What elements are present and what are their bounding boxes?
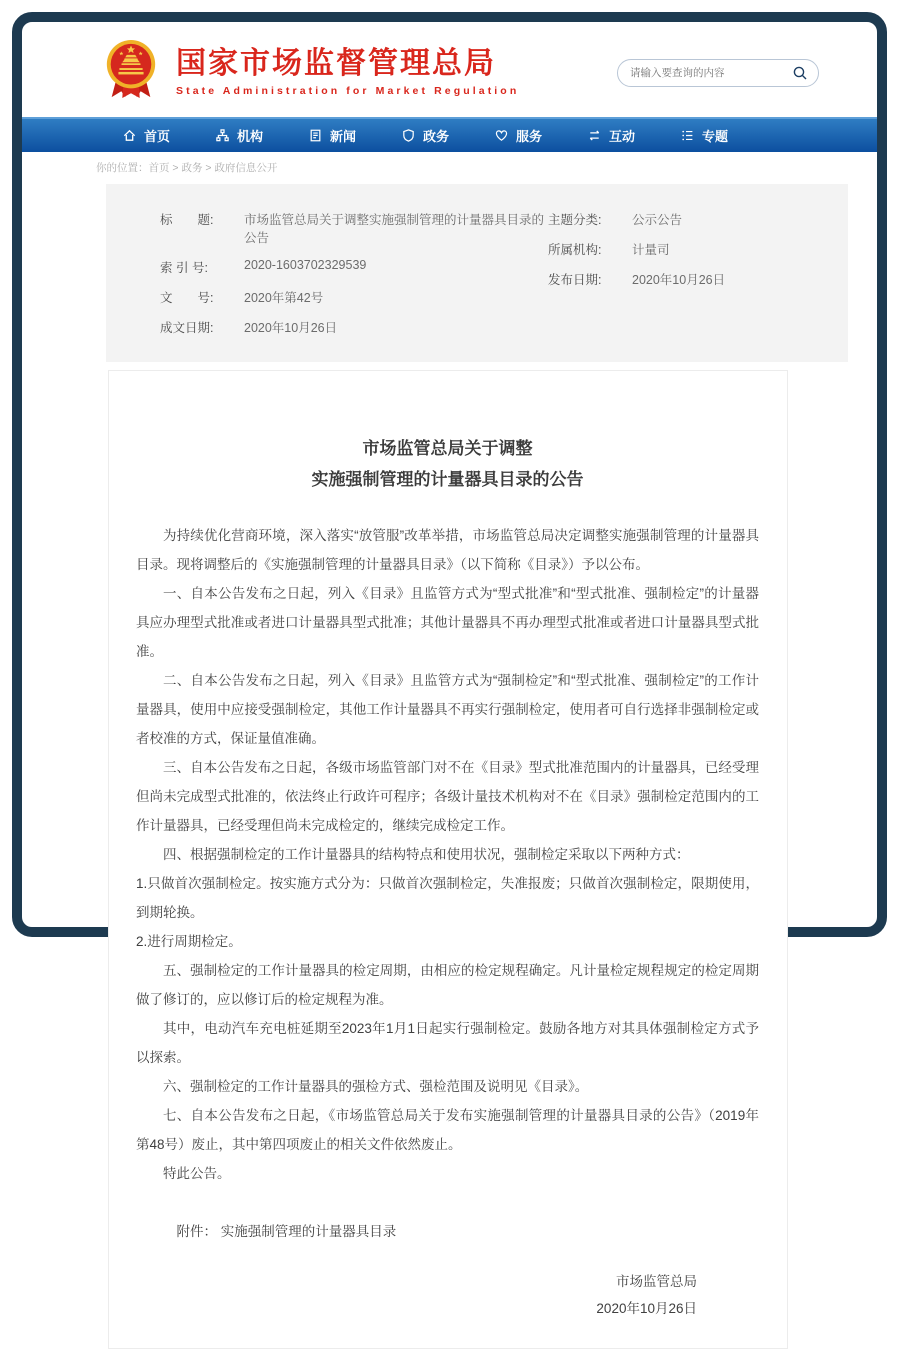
nav-item-label: 新闻	[330, 129, 357, 144]
signature-org: 市场监管总局	[616, 1274, 697, 1289]
document-panel	[108, 370, 788, 1349]
nav-item[interactable]	[122, 126, 215, 145]
document-paragraph: 2.进行周期检定。	[136, 934, 242, 949]
nav-item[interactable]	[308, 126, 401, 145]
meta-value: 2020年10月26日	[632, 273, 726, 287]
document-paragraph: 为持续优化营商环境，深入落实“放管服”改革举措，市场监管总局决定调整实施强制管理的计量器具目录。现将调整后的《实施强制管理的计量器具目录》（以下简称《目录》）予以公布。	[136, 528, 759, 572]
search-box[interactable]	[617, 59, 819, 87]
meta-row	[548, 240, 848, 258]
meta-value: 2020年第42号	[244, 291, 324, 305]
meta-label: 标 题:	[160, 213, 214, 227]
nav-item-label: 机构	[237, 129, 264, 144]
document-paragraph: 1.只做首次强制检定。按实施方式分为：只做首次强制检定，失准报废；只做首次强制检定，限期使用，到期轮换。	[136, 876, 759, 920]
breadcrumb-link[interactable]: 首页	[148, 162, 170, 174]
attachment-row	[177, 1217, 760, 1246]
page-frame	[12, 12, 887, 1316]
site-title: 国家市场监督管理总局	[176, 47, 496, 80]
meta-value: 2020年10月26日	[244, 321, 338, 335]
gov-icon	[401, 128, 416, 143]
nav-item-label: 政务	[423, 129, 450, 144]
meta-label: 索 引 号:	[160, 261, 208, 275]
meta-row	[548, 210, 848, 228]
main-nav	[22, 117, 877, 152]
document-paragraph: 五、强制检定的工作计量器具的检定周期，由相应的检定规程确定。凡计量检定规程规定的检定周期做了修订的，应以修订后的检定规程为准。	[136, 963, 759, 1007]
meta-value: 市场监管总局关于调整实施强制管理的计量器具目录的公告	[244, 213, 545, 245]
document-paragraph: 特此公告。	[163, 1166, 231, 1181]
search-input[interactable]	[628, 66, 792, 80]
document-body	[136, 521, 759, 1188]
meta-value: 公示公告	[632, 213, 683, 227]
meta-label: 发布日期:	[548, 273, 602, 287]
site-title-block	[176, 48, 519, 97]
document-title	[136, 433, 759, 495]
nav-item[interactable]	[587, 126, 680, 145]
attachment-label: 附件：	[176, 1224, 217, 1239]
meta-row	[160, 318, 548, 336]
meta-value: 计量司	[632, 243, 670, 257]
service-icon	[494, 128, 509, 143]
nav-item-label: 互动	[609, 129, 636, 144]
nav-item-label: 服务	[516, 129, 543, 144]
document-paragraph: 四、根据强制检定的工作计量器具的结构特点和使用状况，强制检定采取以下两种方式：	[163, 847, 690, 862]
news-icon	[308, 128, 323, 143]
meta-label: 文 号:	[160, 291, 214, 305]
meta-panel	[106, 184, 848, 362]
meta-label: 成文日期:	[160, 321, 214, 335]
nav-item-label: 专题	[702, 129, 729, 144]
nav-item[interactable]	[401, 126, 494, 145]
nav-item[interactable]	[494, 126, 587, 145]
nav-item-label: 首页	[144, 129, 171, 144]
document-title-line2: 实施强制管理的计量器具目录的公告	[311, 470, 584, 489]
meta-row	[160, 258, 548, 276]
document-paragraph: 二、自本公告发布之日起，列入《目录》且监管方式为“强制检定”和“型式批准、强制检定”的工作计量器具，使用中应接受强制检定，其他工作计量器具不再实行强制检定，使用者可自行选择非强制检定或者校准的方式，保证量值准确。	[136, 673, 759, 746]
meta-label: 主题分类:	[548, 213, 602, 227]
document-paragraph: 三、自本公告发布之日起，各级市场监管部门对不在《目录》型式批准范围内的计量器具，已经受理但尚未完成型式批准的，依法终止行政许可程序；各级计量技术机构对不在《目录》强制检定范围内的工作计量器具，已经受理但尚未完成检定的，继续完成检定工作。	[136, 760, 759, 833]
national-emblem-icon	[102, 38, 160, 107]
meta-row	[548, 270, 848, 288]
document-paragraph: 其中，电动汽车充电桩延期至2023年1月1日起实行强制检定。鼓励各地方对其具体强制检定方式予以探索。	[136, 1021, 759, 1065]
breadcrumb-link[interactable]: 政务	[181, 162, 203, 174]
nav-item[interactable]	[680, 126, 773, 145]
document-paragraph: 七、自本公告发布之日起，《市场监管总局关于发布实施强制管理的计量器具目录的公告》（2019年第48号）废止，其中第四项废止的相关文件依然废止。	[136, 1108, 759, 1152]
org-icon	[215, 128, 230, 143]
document-title-line1: 市场监管总局关于调整	[362, 439, 533, 458]
meta-column-left	[160, 210, 548, 348]
document-paragraph: 一、自本公告发布之日起，列入《目录》且监管方式为“型式批准”和“型式批准、强制检定”的计量器具应办理型式批准或者进口计量器具型式批准；其他计量器具不再办理型式批准或者进口计量器具型式批准。	[136, 586, 759, 659]
meta-label: 所属机构:	[548, 243, 602, 257]
breadcrumb-prefix: 你的位置：	[96, 162, 149, 174]
meta-value: 2020-1603702329539	[244, 258, 367, 272]
attachment-link[interactable]: 实施强制管理的计量器具目录	[220, 1224, 397, 1239]
nav-item[interactable]	[215, 126, 308, 145]
signature-date: 2020年10月26日	[596, 1301, 697, 1316]
site-subtitle: State Administration for Market Regulation	[176, 85, 520, 97]
breadcrumb: 你的位置：首页 > 政务 > 政府信息公开	[96, 162, 278, 174]
breadcrumb-link[interactable]: 政府信息公开	[214, 162, 278, 174]
interact-icon	[587, 128, 602, 143]
site-header	[22, 22, 877, 117]
signature-block	[136, 1268, 759, 1322]
meta-row	[160, 288, 548, 306]
document-paragraph: 六、强制检定的工作计量器具的强检方式、强检范围及说明见《目录》。	[163, 1079, 589, 1094]
topics-icon	[680, 128, 695, 143]
search-icon[interactable]	[792, 65, 808, 81]
meta-column-right	[548, 210, 848, 348]
home-icon	[122, 128, 137, 143]
meta-row	[160, 210, 548, 246]
